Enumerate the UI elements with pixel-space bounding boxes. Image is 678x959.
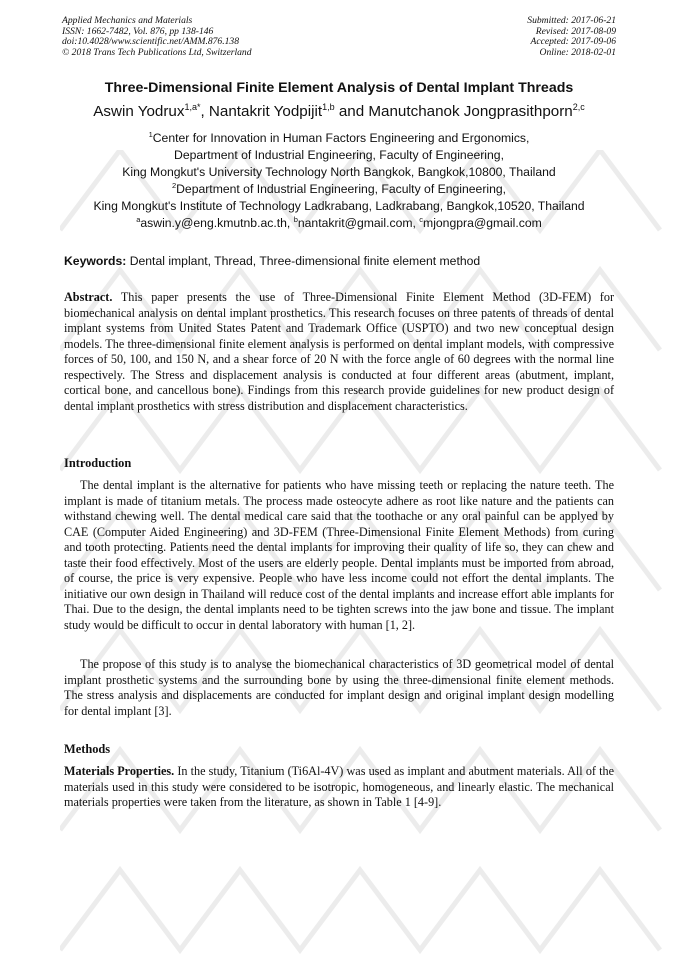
author-name: Nantakrit Yodpijit [208,103,323,120]
keywords-label: Keywords: [64,254,127,268]
subsection-label: Materials Properties. [64,764,175,778]
email-link[interactable]: mjongpra@gmail.com [423,216,542,230]
aff-line: King Mongkut's University Technology North Bangkok, Bangkok,10800, Thailand [122,165,556,179]
introduction-paragraph-2 [64,657,614,719]
methods-paragraph-1 [64,764,614,811]
journal-issn: ISSN: 1662-7482, Vol. 876, pp 138-146 [62,25,214,37]
aff-line: Center for Innovation in Human Factors Engineering and Ergonomics, [152,131,530,145]
date-revised: Revised: 2017-08-09 [535,25,616,37]
abstract [64,290,614,414]
author-conj: and [338,103,365,120]
publication-dates [527,16,616,58]
email-link[interactable]: nantakrit@gmail.com, [297,216,416,230]
author-name: Manutchanok Jongprasithporn [368,103,573,120]
date-accepted: Accepted: 2017-09-06 [530,36,616,48]
abstract-label: Abstract. [64,290,113,304]
author-sup: 1,b [322,102,335,112]
keywords [64,254,624,268]
date-online: Online: 2018-02-01 [539,46,616,58]
paper-title: Three-Dimensional Finite Element Analysis of Dental Implant Threads [104,80,574,96]
author-sup: 1,a* [184,102,201,112]
email-mark: b [293,215,298,224]
section-heading-methods: Methods [64,742,111,756]
section-heading-introduction: Introduction [64,456,132,470]
aff-line: Department of Industrial Engineering, Faculty of Engineering, [176,182,507,196]
journal-doi: doi:10.4028/www.scientific.net/AMM.876.138 [62,36,240,48]
aff-mark: 2 [171,181,177,190]
affiliation-1 [0,130,678,181]
author-emails [0,215,678,232]
author-list: Aswin Yodrux$^{1,a*}$, Nantakrit Yodpijit$^{1,b}$ and Manutchanok Jongprasithporn$^{2,c}$ [93,102,585,120]
date-submitted: Submitted: 2017-06-21 [527,15,616,26]
paragraph-text: The dental implant is the alternative for patients who have missing teeth or replacing the nature teeth. The implant is made of titanium metals. The process made osteocyte adhere as root like nature and the patients can withstand chewing well. The dental medical care said that the toothache or any oral painful can be applyed by CAE (Computer Aided Engineering) and 3D-FEM (Three-Dimensional Finite Element Methods) from curing and tooth protecting. Patients need the dental implants for improving their quality of life so, they can chew and taste their food effectively. Most of the users are elderly people. Dental implants must be imported from abroad, of course, the price is very expensive. People who have less income could not effort the dental implants. The initiative our own design in Thailand will reduce cost of the dental implants and increase effort able implants for Thai. Due to the design, the dental implants need to be tighten screws into the jaw bone and tissue. The implant study would be difficult to occur in dental laboratory with human [1, 2]. [64,478,614,632]
abstract-text: This paper presents the use of Three-Dimensional Finite Element Method (3D-FEM) for biomechanical analysis on dental implant prosthetics. This research focuses on three patents of threads of dental implant systems from United States Patent and Trademark Office (USPTO) and two new conceptual design models. The three-dimensional finite element analysis is performed on dental implant models, with compressive forces of 50, 100, and 150 N, and a shear force of 20 N with the force angle of 60 degrees with the normal line respectively. The Stress and displacement analysis is conducted at four different areas (abutment, implant, cortical bone, and cancellous bone). Findings from this research provide guidelines for new product design of dental implant prosthetics with stress distribution and displacement characteristics. [64,290,615,413]
keywords-text: Dental implant, Thread, Three-dimensional finite element method [129,254,481,268]
aff-line: King Mongkut's Institute of Technology Ladkrabang, Ladkrabang, Bangkok,10520, Thailand [93,199,585,213]
journal-copyright: © 2018 Trans Tech Publications Ltd, Switzerland [62,46,252,58]
journal-info [62,16,252,58]
email-mark: c [419,215,424,224]
email-mark: a [136,215,141,224]
author-sup: 2,c [572,102,585,112]
paragraph-text: The propose of this study is to analyse the biomechanical characteristics of 3D geometrical model of dental implant prosthetic systems and the surrounding bone by using the three-dimensional finite element methods. The stress analysis and displacements are conducted for implant design and original implant design modelling for dental implant [3]. [64,657,614,718]
email-link[interactable]: aswin.y@eng.kmutnb.ac.th, [140,216,291,230]
affiliation-2 [0,181,678,215]
author-name: Aswin Yodrux [93,103,185,120]
aff-mark: 1 [148,130,153,139]
introduction-paragraph-1 [64,478,614,633]
paragraph-text: In the study, Titanium (Ti6Al-4V) was used as implant and abutment materials. All of the materials used in this study were considered to be isotropic, homogeneous, and linearly elastic. The mechanical materials properties were taken from the literature, as shown in Table 1 [4-9]. [64,764,614,809]
journal-name: Applied Mechanics and Materials [62,15,193,26]
aff-line: Department of Industrial Engineering, Faculty of Engineering, [174,148,504,162]
